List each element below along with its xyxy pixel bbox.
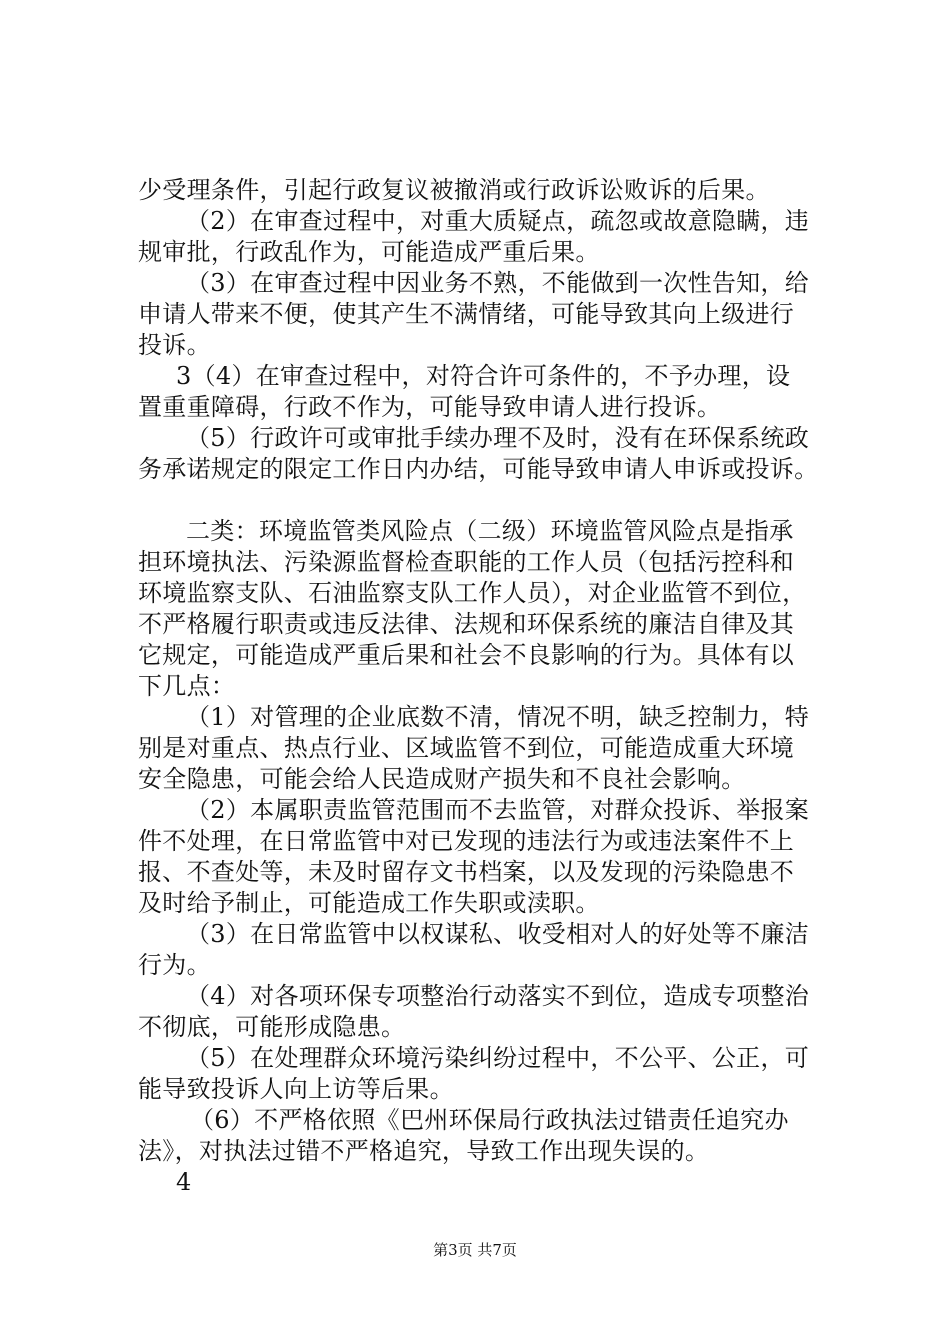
page-marker: 4	[176, 1168, 192, 1196]
text-line: （3）在审查过程中因业务不熟，不能做到一次性告知，给	[186, 269, 810, 297]
text-line: 安全隐患，可能会给人民造成财产损失和不良社会影响。	[138, 765, 746, 793]
text-line: 行为。	[138, 951, 211, 979]
text-line: （6）不严格依照《巴州环保局行政执法过错责任追究办	[190, 1106, 789, 1134]
text-line: 务承诺规定的限定工作日内办结，可能导致申请人申诉或投诉。	[138, 455, 819, 483]
text-line: 不彻底，可能形成隐患。	[138, 1013, 406, 1041]
text-line: 及时给予制止，可能造成工作失职或渎职。	[138, 889, 600, 917]
text-line: 投诉。	[138, 331, 211, 359]
text-line: （4）对各项环保专项整治行动落实不到位，造成专项整治	[186, 982, 810, 1010]
text-line: 不严格履行职责或违反法律、法规和环保系统的廉洁自律及其	[138, 610, 795, 638]
text-line: 3（4）在审查过程中，对符合许可条件的，不予办理，设	[176, 362, 791, 390]
text-line: 二类：环境监管类风险点（二级）环境监管风险点是指承	[186, 517, 794, 545]
text-line: 环境监察支队、石油监察支队工作人员），对企业监管不到位，	[138, 579, 807, 607]
text-line: （2）在审查过程中，对重大质疑点，疏忽或故意隐瞒，违	[186, 207, 810, 235]
text-line: 下几点：	[138, 672, 236, 700]
text-line: 担环境执法、污染源监督检查职能的工作人员（包括污控科和	[138, 548, 795, 576]
text-line: 件不处理，在日常监管中对已发现的违法行为或违法案件不上	[138, 827, 795, 855]
text-line: 置重重障碍，行政不作为，可能导致申请人进行投诉。	[138, 393, 722, 421]
text-line: 规审批，行政乱作为，可能造成严重后果。	[138, 238, 600, 266]
text-line: 能导致投诉人向上访等后果。	[138, 1075, 454, 1103]
text-line: （2）本属职责监管范围而不去监管，对群众投诉、举报案	[186, 796, 810, 824]
text-line: 少受理条件，引起行政复议被撤消或行政诉讼败诉的后果。	[138, 176, 770, 204]
text-line: 申请人带来不便，使其产生不满情绪，可能导致其向上级进行	[138, 300, 795, 328]
text-line: 法》，对执法过错不严格追究，导致工作出现失误的。	[138, 1137, 710, 1165]
text-line: （5）在处理群众环境污染纠纷过程中，不公平、公正，可	[186, 1044, 810, 1072]
text-line: 别是对重点、热点行业、区域监管不到位，可能造成重大环境	[138, 734, 795, 762]
text-line: 报、不查处等，未及时留存文书档案，以及发现的污染隐患不	[138, 858, 795, 886]
text-line: （3）在日常监管中以权谋私、收受相对人的好处等不廉洁	[186, 920, 810, 948]
text-line: （1）对管理的企业底数不清，情况不明，缺乏控制力，特	[186, 703, 810, 731]
page-footer: 第3页 共7页	[433, 1241, 517, 1259]
text-line: 它规定，可能造成严重后果和社会不良影响的行为。具体有以	[138, 641, 795, 669]
text-line: （5）行政许可或审批手续办理不及时，没有在环保系统政	[186, 424, 810, 452]
